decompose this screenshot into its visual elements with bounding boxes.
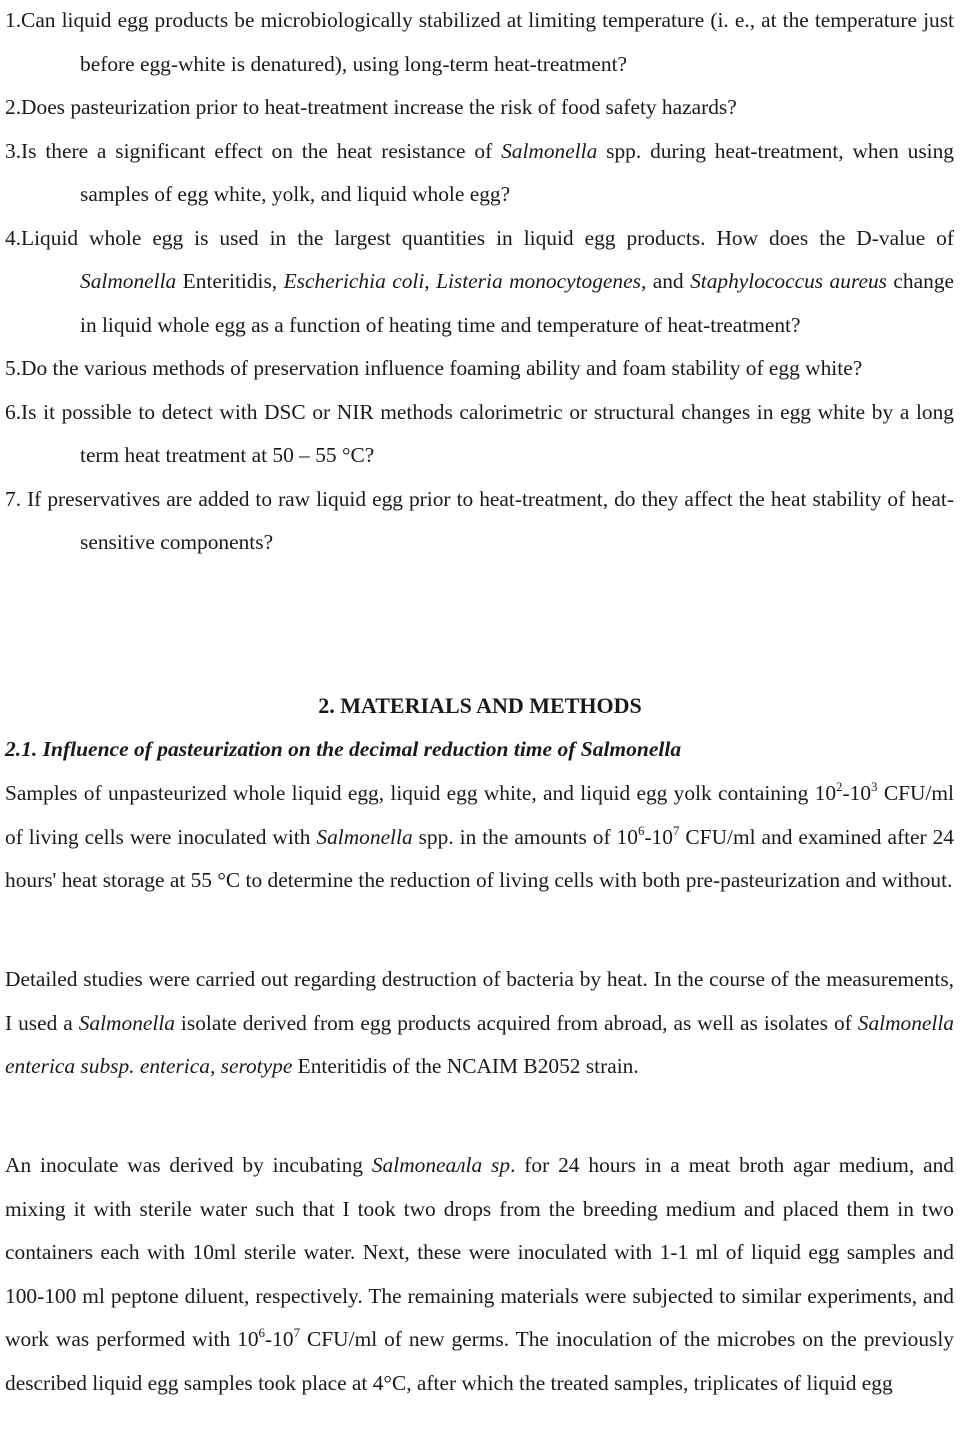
paragraph-text: CFU/ml of new germs. The inoculation of the microbes on the previously described liquid egg samples took place at 4°C, after which the treated samples, triplicates of liquid egg: [5, 1327, 954, 1395]
species-name: Salmonella: [501, 138, 598, 163]
species-name: Salmonella: [78, 1010, 175, 1035]
species-name: Salmonella: [80, 269, 177, 293]
question-text: Liquid whole egg is used in the largest quantities in liquid egg products. How does the D-value of: [21, 225, 954, 250]
question-number: 3.: [5, 138, 22, 163]
paragraph-text: -10: [265, 1327, 294, 1351]
species-name: Salmonella: [316, 824, 413, 849]
species-name: Escherichia coli: [283, 269, 425, 293]
research-questions: [5, 0, 954, 565]
question-item-5: [5, 347, 954, 391]
paragraph-text: CFU/ml of living cells were inoculated with: [5, 781, 955, 849]
question-item-6: [5, 391, 954, 478]
question-text: Do the various methods of preservation influence foaming ability and foam stability of egg white?: [21, 356, 863, 380]
question-item-2: [5, 86, 954, 130]
question-number: 2.: [5, 95, 22, 119]
question-item-1: [5, 0, 954, 86]
subsection-heading: 2.1. Influence of pasteurization on the decimal reduction time of Salmonella: [5, 737, 682, 761]
question-number: 7.: [5, 486, 22, 511]
question-text: If preservatives are added to raw liquid egg prior to heat-treatment, do they affect the heat stability of heat-sensitive components?: [21, 486, 954, 554]
question-text: Is there a significant effect on the heat resistance of: [21, 138, 502, 163]
question-number: 4.: [5, 225, 22, 250]
question-text: Enteritidis,: [176, 269, 284, 293]
exponent: 7: [293, 1325, 301, 1340]
question-text: and: [646, 269, 691, 293]
question-text: Can liquid egg products be microbiologically stabilized at limiting temperature (i. e., at the temperature just before egg-white is denatured), using long-term heat-treatment?: [21, 8, 954, 76]
exponent: 6: [258, 1325, 266, 1340]
paragraph-text: isolate derived from egg products acquired from abroad, as well as isolates of: [174, 1010, 858, 1035]
body-paragraph-3: [5, 1144, 954, 1405]
paragraph-text: CFU/ml and examined after 24 hours' heat storage at 55 °C to determine the reduction of living cells with both pre-pasteurization and without.: [5, 824, 954, 892]
question-item-4: [5, 217, 954, 348]
paragraph-text: -10: [644, 824, 673, 849]
species-name: Salmonella enterica subsp. enterica, serotype: [5, 1010, 954, 1078]
paragraph-text: spp. in the amounts of 10: [412, 824, 638, 849]
question-list: [5, 0, 954, 565]
species-name: Staphylococcus aureus: [690, 269, 887, 293]
question-text: Is it possible to detect with DSC or NIR methods calorimetric or structural changes in egg white by a long term heat treatment at 50 – 55 °C?: [21, 399, 954, 467]
question-text: spp. during heat-treatment, when using samples of egg white, yolk, and liquid whole egg?: [80, 138, 954, 206]
question-item-3: [5, 130, 954, 217]
body-paragraph-1: [5, 772, 954, 903]
question-text: change in liquid whole egg as a function of heating time and temperature of heat-treatment?: [80, 269, 955, 337]
question-text: ,: [424, 269, 437, 293]
question-number: 1.: [5, 8, 22, 32]
body-paragraph-2: [5, 958, 954, 1089]
paragraph-text: An inoculate was derived by incubating: [5, 1153, 372, 1177]
question-item-7: [5, 478, 954, 565]
species-name: Salmoneалla sp: [371, 1153, 511, 1177]
paragraph-text: Samples of unpasteurized whole liquid egg, liquid egg white, and liquid egg yolk containing 10: [5, 781, 837, 805]
question-text: Does pasteurization prior to heat-treatment increase the risk of food safety hazards?: [21, 95, 737, 119]
question-number: 5.: [5, 356, 22, 380]
paragraph-text: Detailed studies were carried out regarding destruction of bacteria by heat. In the course of the measurements, I used a: [5, 967, 954, 1035]
species-name: Listeria monocytogenes,: [436, 269, 647, 293]
section-heading: 2. MATERIALS AND METHODS: [318, 693, 642, 718]
paragraph-text: -10: [842, 781, 872, 805]
paragraph-text: Enteritidis of the NCAIM B2052 strain.: [292, 1054, 639, 1078]
exponent: 7: [672, 822, 680, 838]
exponent: 2: [836, 779, 843, 794]
exponent: 3: [871, 779, 878, 794]
paragraph-text: . for 24 hours in a meat broth agar medium, and mixing it with sterile water such that I took two drops from the breeding medium and placed them in two containers each with 10ml sterile water. Next, these were inoculated with 1-1 ml of liquid egg samples and 100-100 ml peptone diluent, respectively. The remaining materials were subjected to similar experiments, and work was performed with 10: [5, 1153, 954, 1351]
question-number: 6.: [5, 399, 22, 424]
exponent: 6: [637, 822, 645, 838]
